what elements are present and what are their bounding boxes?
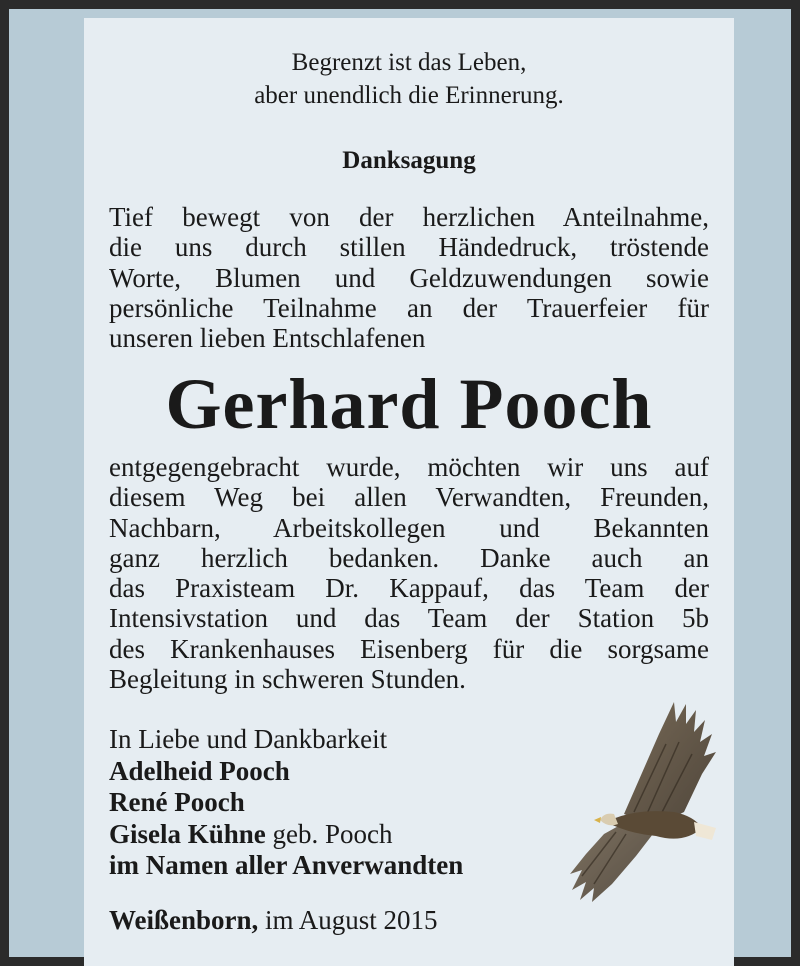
paragraph-line: die uns durch stillen Händedruck, tröstende [109,232,709,263]
deceased-name: Gerhard Pooch [165,364,653,444]
motto [84,46,734,112]
paragraph-line: ganz herzlich bedanken. Danke auch an [109,542,709,573]
signer-name: Adelheid Pooch [109,755,290,786]
obituary-panel [84,18,734,966]
signature-closing: im Namen aller Anverwandten [109,850,464,881]
eagle-lower-wing [570,824,656,902]
heading-danksagung: Danksagung [342,147,476,174]
signature-intro: In Liebe und Dankbarkeit [109,724,388,754]
paragraph-line: diesem Weg bei allen Verwandten, Freunden, [109,482,709,513]
paragraph-line: des Krankenhauses Eisenberg für die sorgsame [109,633,709,664]
motto-line: aber unendlich die Erinnerung. [254,82,564,109]
thanks-paragraph-2 [109,452,709,694]
paragraph-line: das Praxisteam Dr. Kappauf, das Team der [109,573,709,604]
thanks-paragraph-1 [109,202,709,353]
place-date [109,904,438,936]
paragraph-line: persönliche Teilnahme an der Trauerfeier für [109,292,709,323]
paragraph-line: Begleitung in schweren Stunden. [109,664,466,695]
paragraph-line: entgegengebracht wurde, möchten wir uns auf [109,452,709,482]
maiden-name-note: geb. Pooch [272,818,393,849]
paragraph-line: Intensivstation und das Team der Station 5b [109,603,709,634]
place-date-text: im August 2015 [265,905,438,935]
eagle-icon [564,694,729,909]
eagle-upper-wing [624,702,716,826]
signer-row [109,819,463,851]
motto-line: Begrenzt ist das Leben, [291,49,527,76]
signer-name: Gisela Kühne [109,818,266,849]
signer-name: René Pooch [109,787,245,818]
place-town: Weißenborn, [109,905,259,935]
paragraph-line: Worte, Blumen und Geldzuwendungen sowie [109,262,709,293]
signature-block [109,724,463,882]
paragraph-line: Tief bewegt von der herzlichen Anteilnahme, [109,202,709,232]
paragraph-line: Nachbarn, Arbeitskollegen und Bekannten [109,512,709,543]
paragraph-line: unseren lieben Entschlafenen [109,323,426,354]
